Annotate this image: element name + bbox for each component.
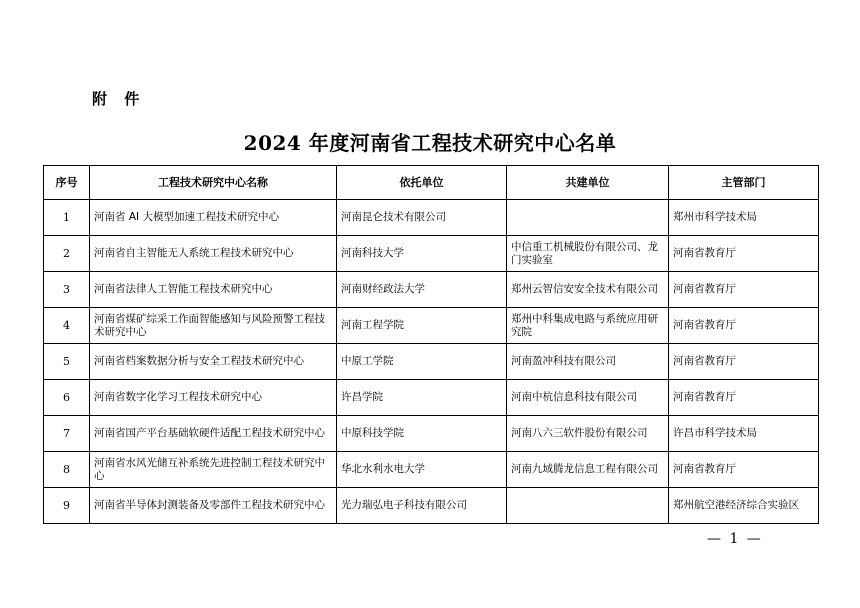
table-row (44, 344, 819, 380)
cell-host-unit: 中原科技学院 (337, 416, 507, 452)
table-row (44, 488, 819, 524)
cell-host-unit: 华北水利水电大学 (337, 452, 507, 488)
cell-center-name: 河南省自主智能无人系统工程技术研究中心 (90, 236, 337, 272)
cell-host-unit: 河南财经政法大学 (337, 272, 507, 308)
cell-center-name: 河南省国产平台基础软硬件适配工程技术研究中心 (90, 416, 337, 452)
cell-department: 郑州市科学技术局 (669, 200, 819, 236)
cell-host-unit: 河南昆仑技术有限公司 (337, 200, 507, 236)
cell-index: 6 (44, 380, 90, 416)
cell-center-name: 河南省 AI 大模型加速工程技术研究中心 (90, 200, 337, 236)
table-body (44, 200, 819, 524)
column-header-co-builder: 共建单位 (507, 166, 669, 200)
table-row (44, 236, 819, 272)
cell-co-builder: 河南中杭信息科技有限公司 (507, 380, 669, 416)
cell-index: 4 (44, 308, 90, 344)
cell-department: 河南省教育厅 (669, 380, 819, 416)
cell-host-unit: 光力瑞弘电子科技有限公司 (337, 488, 507, 524)
cell-department: 河南省教育厅 (669, 308, 819, 344)
cell-index: 3 (44, 272, 90, 308)
cell-department: 河南省教育厅 (669, 272, 819, 308)
cell-index: 1 (44, 200, 90, 236)
cell-department: 河南省教育厅 (669, 452, 819, 488)
cell-center-name: 河南省水风光储互补系统先进控制工程技术研究中心 (90, 452, 337, 488)
cell-co-builder: 河南九域腾龙信息工程有限公司 (507, 452, 669, 488)
cell-co-builder (507, 488, 669, 524)
table-row (44, 452, 819, 488)
cell-index: 9 (44, 488, 90, 524)
cell-co-builder: 中信重工机械股份有限公司、龙门实验室 (507, 236, 669, 272)
cell-department: 郑州航空港经济综合实验区 (669, 488, 819, 524)
column-header-center-name: 工程技术研究中心名称 (90, 166, 337, 200)
cell-index: 8 (44, 452, 90, 488)
cell-center-name: 河南省半导体封测装备及零部件工程技术研究中心 (90, 488, 337, 524)
cell-department: 河南省教育厅 (669, 236, 819, 272)
cell-index: 7 (44, 416, 90, 452)
cell-co-builder: 河南八六三软件股份有限公司 (507, 416, 669, 452)
attachment-label: 附 件 (92, 90, 146, 108)
cell-host-unit: 许昌学院 (337, 380, 507, 416)
cell-co-builder: 郑州云智信安安全技术有限公司 (507, 272, 669, 308)
document-title: 2024 年度河南省工程技术研究中心名单 (243, 131, 617, 155)
column-header-department: 主管部门 (669, 166, 819, 200)
cell-index: 5 (44, 344, 90, 380)
table-row (44, 416, 819, 452)
table-row (44, 200, 819, 236)
page-number: — 1 — (707, 531, 763, 547)
table-header-row (44, 166, 819, 200)
cell-center-name: 河南省煤矿综采工作面智能感知与风险预警工程技术研究中心 (90, 308, 337, 344)
cell-co-builder: 郑州中科集成电路与系统应用研究院 (507, 308, 669, 344)
cell-center-name: 河南省档案数据分析与安全工程技术研究中心 (90, 344, 337, 380)
cell-center-name: 河南省法律人工智能工程技术研究中心 (90, 272, 337, 308)
cell-co-builder: 河南盈冲科技有限公司 (507, 344, 669, 380)
research-center-table (43, 165, 819, 524)
cell-department: 河南省教育厅 (669, 344, 819, 380)
cell-department: 许昌市科学技术局 (669, 416, 819, 452)
cell-co-builder (507, 200, 669, 236)
cell-host-unit: 河南科技大学 (337, 236, 507, 272)
table-row (44, 380, 819, 416)
cell-host-unit: 中原工学院 (337, 344, 507, 380)
column-header-index: 序号 (44, 166, 90, 200)
cell-host-unit: 河南工程学院 (337, 308, 507, 344)
cell-center-name: 河南省数字化学习工程技术研究中心 (90, 380, 337, 416)
table-row (44, 272, 819, 308)
column-header-host-unit: 依托单位 (337, 166, 507, 200)
table-row (44, 308, 819, 344)
cell-index: 2 (44, 236, 90, 272)
